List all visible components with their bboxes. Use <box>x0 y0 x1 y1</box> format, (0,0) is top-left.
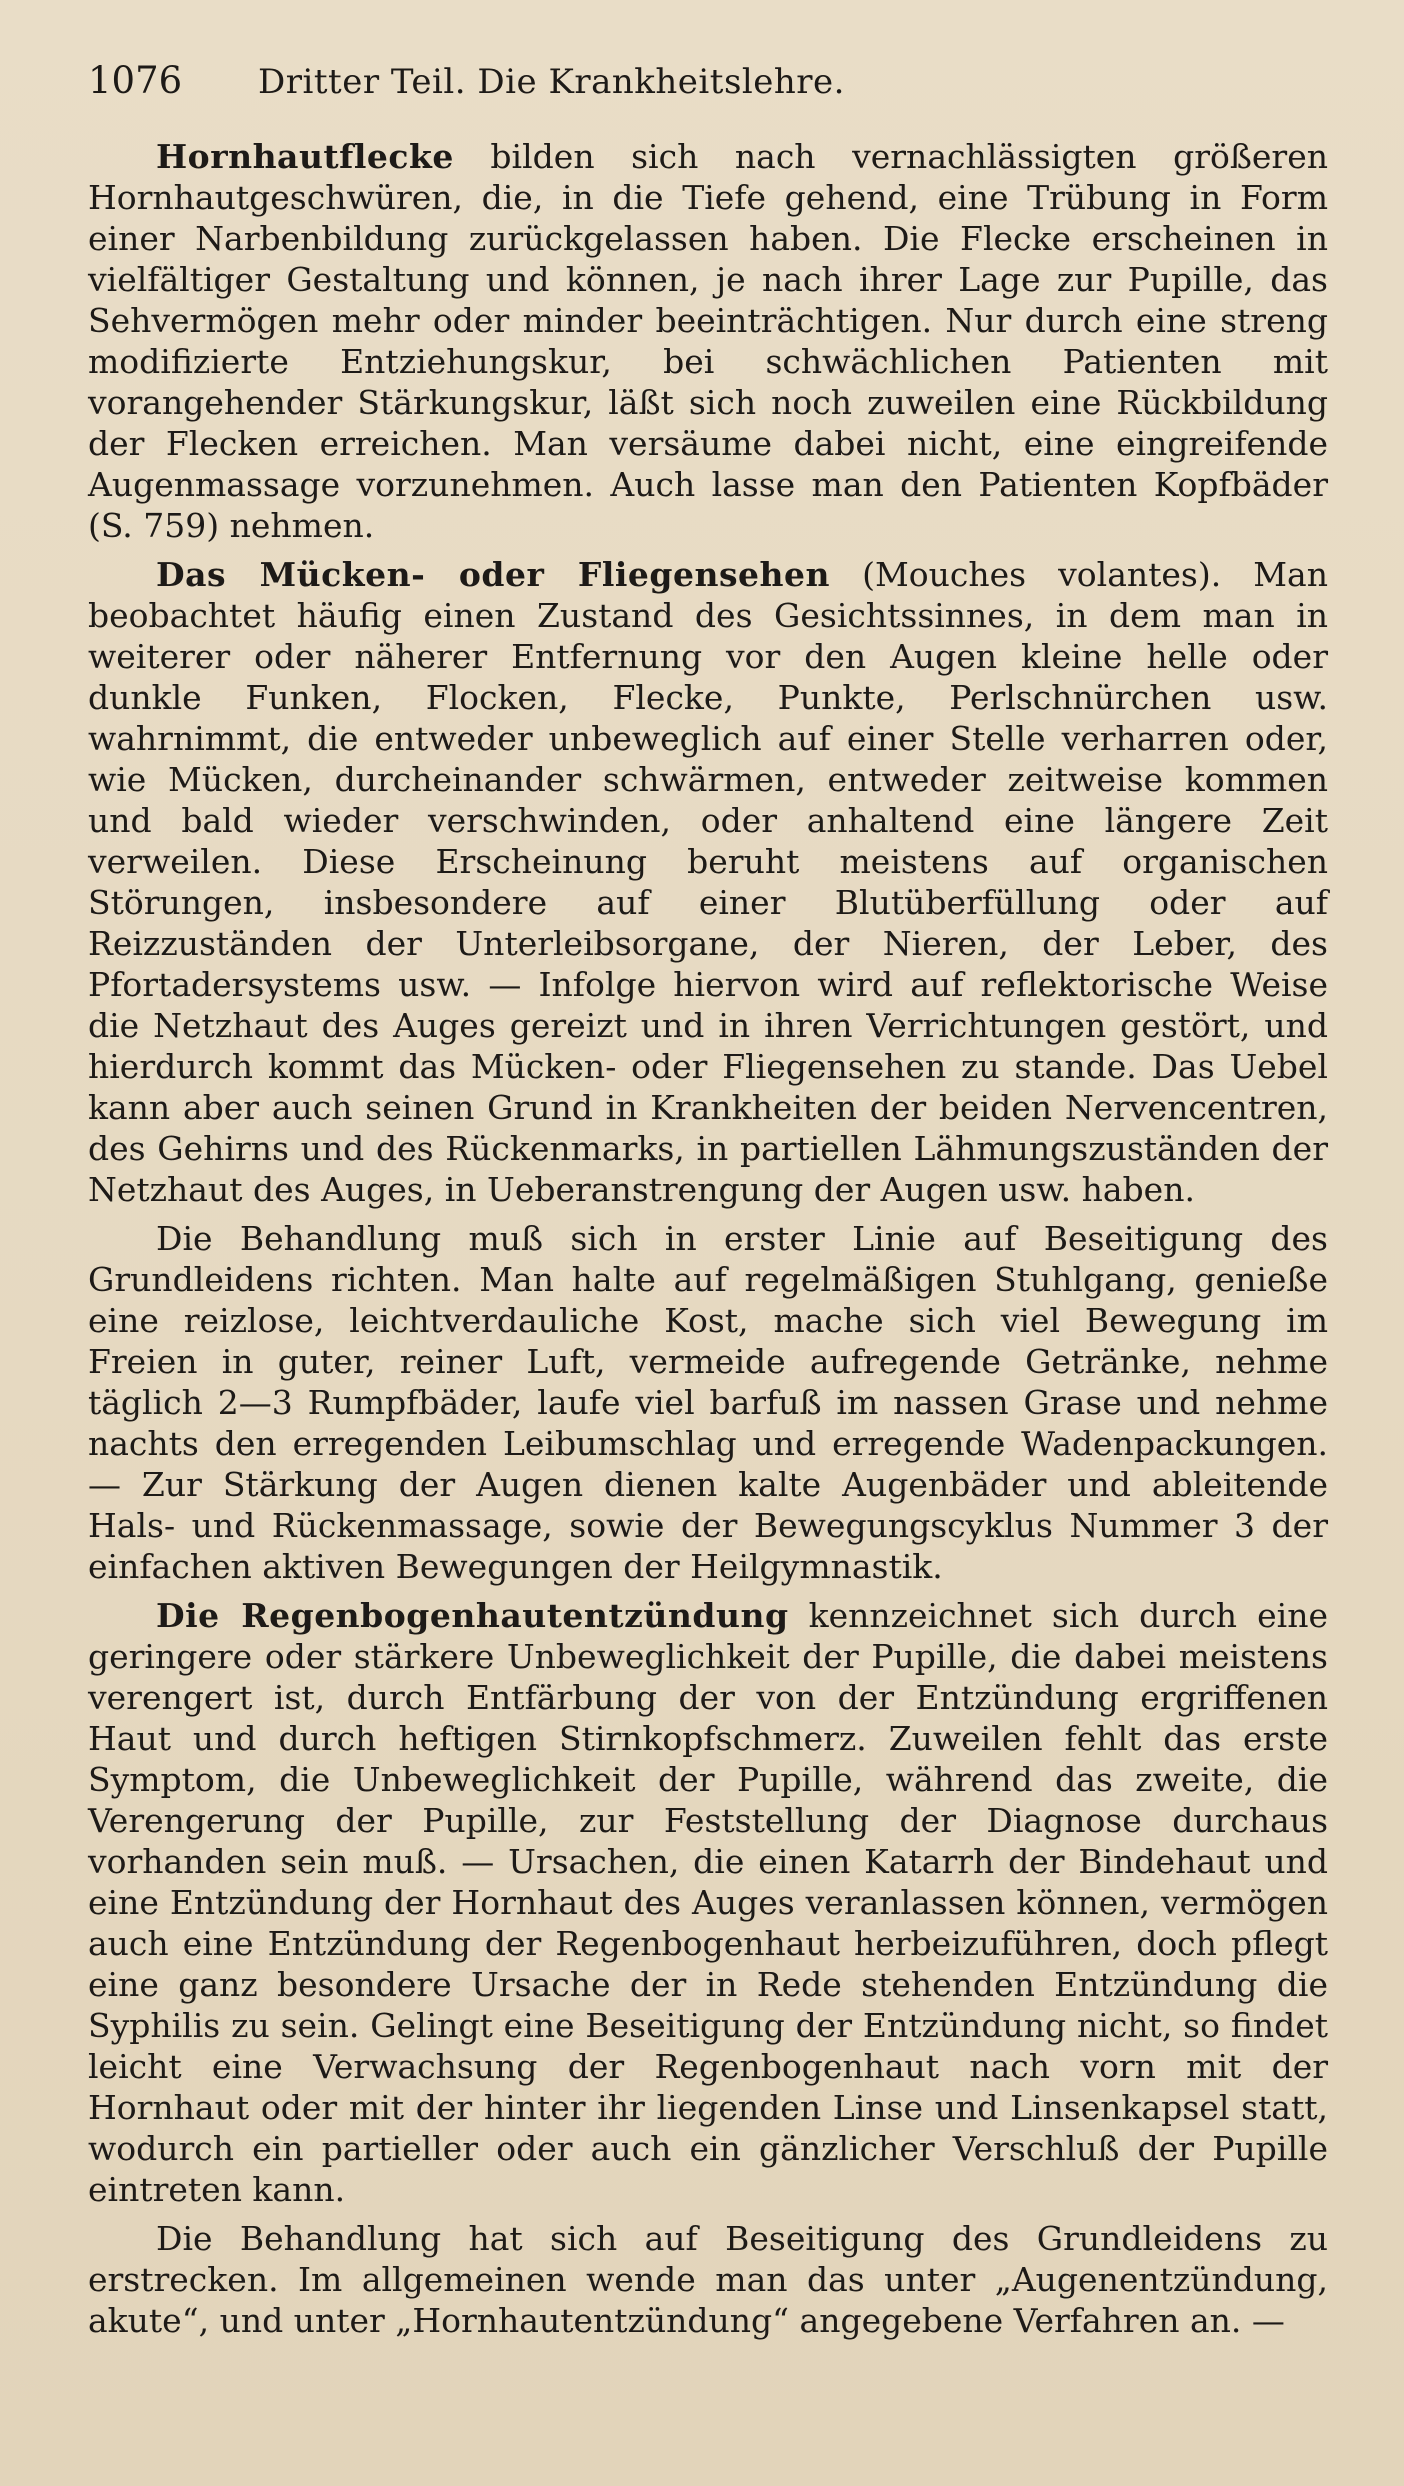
paragraph-text: Die Behandlung muß sich in erster Linie auf Beseitigung des Grundleidens richten. Man halte auf regelmäßigen Stuhlgang, genieße eine reizlose, leichtverdauliche Kost, mache sich viel Bewegung im Freien in guter, reiner Luft, vermeide aufregende Getränke, nehme täglich 2—3 Rumpfbäder, laufe viel barfuß im nassen Grase und nehme nachts den erregenden Leibumschlag und erregende Wadenpackungen. — Zur Stärkung der Augen dienen kalte Augenbäder und ableitende Hals- und Rückenmassage, sowie der Bewegungscyklus Nummer 3 der einfachen aktiven Bewegungen der Heilgymnastik. <box>88 1219 1328 1586</box>
text-block <box>88 60 1328 2349</box>
running-head <box>88 60 1328 128</box>
running-title: Dritter Teil. Die Krankheitslehre. <box>258 62 845 102</box>
paragraph-text: Die Behandlung hat sich auf Beseitigung des Grundleidens zu erstrecken. Im allgemeinen wende man das unter „Augenentzündung, akute“, und unter „Hornhautentzündung“ angegebene Verfahren an. — <box>88 2219 1328 2340</box>
paragraph-text: bilden sich nach vernachlässigten größeren Hornhautgeschwüren, die, in die Tiefe gehend, eine Trübung in Form einer Narbenbildung zurückgelassen haben. Die Flecke erscheinen in vielfältiger Gestaltung und können, je nach ihrer Lage zur Pupille, das Sehvermögen mehr oder minder beeinträchtigen. Nur durch eine streng modifizierte Entziehungskur, bei schwächlichen Patienten mit vorangehender Stärkungskur, läßt sich noch zuweilen eine Rückbildung der Flecken erreichen. Man versäume dabei nicht, eine eingreifende Augenmassage vorzunehmen. Auch lasse man den Patienten Kopfbäder (S. 759) nehmen. <box>88 137 1328 545</box>
paragraph-behandlung-mueckensehen <box>88 1218 1328 1587</box>
paragraph-regenbogenhautentzuendung <box>88 1595 1328 2210</box>
paragraph-heading: Das Mücken- oder Fliegensehen <box>156 555 831 594</box>
paragraph-heading: Hornhautflecke <box>156 137 454 176</box>
paragraph-heading: Die Regenbogenhautentzündung <box>156 1596 789 1635</box>
paragraph-text: (Mouches volantes). Man beobachtet häufig einen Zustand des Gesichtssinnes, in dem man in weiterer oder näherer Entfernung vor den Augen kleine helle oder dunkle Funken, Flocken, Flecke, Punkte, Perlschnürchen usw. wahrnimmt, die entweder unbeweglich auf einer Stelle verharren oder, wie Mücken, durcheinander schwärmen, entweder zeitweise kommen und bald wieder verschwinden, oder anhaltend eine längere Zeit verweilen. Diese Erscheinung beruht meistens auf organischen Störungen, insbesondere auf einer Blutüberfüllung oder auf Reizzuständen der Unterleibsorgane, der Nieren, der Leber, des Pfortadersystems usw. — Infolge hiervon wird auf reflektorische Weise die Netzhaut des Auges gereizt und in ihren Verrichtungen gestört, und hierdurch kommt das Mücken- oder Fliegensehen zu stande. Das Uebel kann aber auch seinen Grund in Krankheiten der beiden Nervencentren, des Gehirns und des Rückenmarks, in partiellen Lähmungszuständen der Netzhaut des Auges, in Ueberanstrengung der Augen usw. haben. <box>88 555 1328 1209</box>
page-number: 1076 <box>88 59 183 102</box>
paragraph-hornhautflecke <box>88 136 1328 546</box>
paragraph-mueckensehen <box>88 554 1328 1210</box>
paragraph-behandlung-regenbogenhaut <box>88 2218 1328 2341</box>
paragraph-text: kennzeichnet sich durch eine geringere oder stärkere Unbeweglichkeit der Pupille, die dabei meistens verengert ist, durch Entfärbung der von der Entzündung ergriffenen Haut und durch heftigen Stirnkopfschmerz. Zuweilen fehlt das erste Symptom, die Unbeweglichkeit der Pupille, während das zweite, die Verengerung der Pupille, zur Feststellung der Diagnose durchaus vorhanden sein muß. — Ursachen, die einen Katarrh der Bindehaut und eine Entzündung der Hornhaut des Auges veranlassen können, vermögen auch eine Entzündung der Regenbogenhaut herbeizuführen, doch pflegt eine ganz besondere Ursache der in Rede stehenden Entzündung die Syphilis zu sein. Gelingt eine Beseitigung der Entzündung nicht, so findet leicht eine Verwachsung der Regenbogenhaut nach vorn mit der Hornhaut oder mit der hinter ihr liegenden Linse und Linsenkapsel statt, wodurch ein partieller oder auch ein gänzlicher Verschluß der Pupille eintreten kann. <box>88 1596 1328 2209</box>
